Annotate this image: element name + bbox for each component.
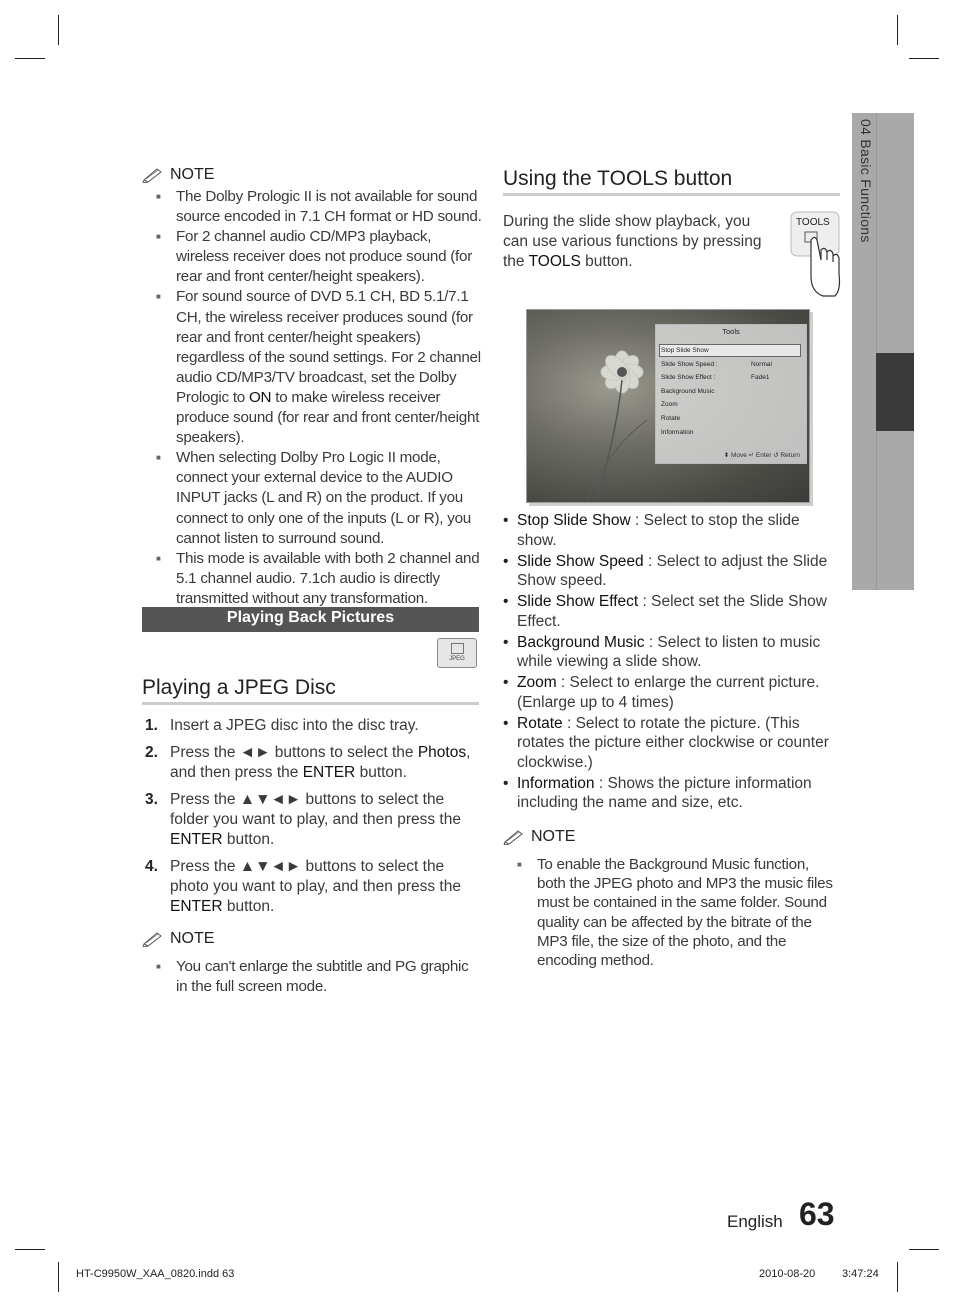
jpeg-icon [437, 638, 477, 668]
note-title: NOTE [531, 828, 576, 845]
chapter-side-tab [852, 113, 914, 590]
note-heading [503, 828, 838, 846]
pencil-icon [142, 167, 164, 183]
list-item: • Stop Slide Show : Select to stop the slide show. [503, 511, 838, 550]
tools-intro: During the slide show playback, you can use various functions by pressing the TOOLS button. [503, 213, 762, 270]
list-item: • Rotate : Select to rotate the picture. (This rotates the picture either clockwise or counter clockwise.) [503, 714, 838, 773]
tools-menu-title: Tools [722, 327, 740, 336]
note-heading [142, 166, 482, 184]
page-language: English [727, 1212, 783, 1231]
heading-jpeg: Playing a JPEG Disc [142, 676, 336, 699]
page-number: 63 [799, 1196, 835, 1232]
step-item: 3. Press the ▲▼◄► buttons to select the folder you want to play, and then press the ENTER button. [145, 791, 461, 848]
note-block-1 [142, 166, 482, 609]
footer-date: 2010-08-20 [759, 1268, 816, 1280]
list-item: ■ To enable the Background Music function, both the JPEG photo and MP3 the music files must be contained in the same folder. Sound quality can be affected by the bitrate of the MP3 file, the size of the photo, and the encoding method. [503, 855, 838, 970]
jpeg-icon-label: JPEG [449, 656, 465, 662]
menu-item: Rotate [661, 415, 681, 422]
menu-item: Slide Show Effect : Fade1 [661, 374, 770, 382]
list-item: • Zoom : Select to enlarge the current picture. (Enlarge up to 4 times) [503, 673, 838, 712]
slideshow-screenshot [526, 309, 810, 503]
crop-mark [909, 1249, 939, 1250]
crop-mark [58, 15, 59, 45]
note-list [142, 187, 482, 609]
menu-item: Stop Slide Show [661, 347, 709, 354]
list-item: • Slide Show Speed : Select to adjust the Slide Show speed. [503, 552, 838, 591]
divider [142, 702, 479, 705]
step-item: 1. Insert a JPEG disc into the disc tray. [145, 717, 419, 734]
crop-mark [15, 58, 45, 59]
note-list [142, 957, 482, 997]
menu-item: Zoom [661, 401, 678, 409]
list-item: ■ You can't enlarge the subtitle and PG graphic in the full screen mode. [142, 957, 482, 997]
menu-footer: ⬍ Move ↵ Enter ↺ Return [723, 452, 800, 459]
step-item: 2. Press the ◄► buttons to select the Photos, and then press the ENTER button. [145, 744, 471, 781]
crop-mark [897, 15, 898, 45]
crop-mark [909, 58, 939, 59]
tools-label: TOOLS [796, 217, 830, 228]
note-block-3 [503, 828, 838, 970]
chapter-label: 04 Basic Functions [858, 119, 874, 243]
pencil-icon [142, 931, 164, 947]
list-item: ■ When selecting Dolby Pro Logic II mode, connect your external device to the AUDIO INPUT jacks (L and R) on the product. If you connect to only one of the inputs (L or R), you cannot listen to surround sound. [142, 448, 482, 548]
list-item: • Background Music : Select to listen to music while viewing a slide show. [503, 633, 838, 672]
crop-mark [58, 1262, 59, 1292]
divider [503, 193, 840, 196]
section-bar: Playing Back Pictures [142, 607, 479, 632]
note-list [503, 855, 838, 970]
note-title: NOTE [170, 166, 215, 183]
list-item: ■ The Dolby Prologic II is not available for sound source encoded in 7.1 CH format or HD sound. [142, 187, 482, 227]
list-item: ■ For sound source of DVD 5.1 CH, BD 5.1/7.1 CH, the wireless receiver produces sound (for rear and front center/height speakers) regardless of the sound settings. For 2 channel audio CD/MP3/TV broadcast, set the Dolby Prologic to ON to make wireless receiver produce sound (for rear and front center/height speakers). [142, 287, 482, 448]
note-title: NOTE [170, 930, 215, 947]
list-item: • Information : Shows the picture information including the name and size, etc. [503, 774, 838, 813]
steps-list [142, 716, 482, 924]
chapter-marker [876, 353, 914, 431]
crop-mark [15, 1249, 45, 1250]
tools-options-list [503, 511, 838, 814]
list-item: • Slide Show Effect : Select set the Slide Show Effect. [503, 592, 838, 631]
note-heading [142, 930, 482, 948]
step-item: 4. Press the ▲▼◄► buttons to select the photo you want to play, and then press the ENTER button. [145, 858, 461, 915]
footer-file: HT-C9950W_XAA_0820.indd 63 [76, 1268, 235, 1280]
pencil-icon [503, 829, 525, 845]
footer-time: 3:47:24 [842, 1268, 879, 1280]
tools-menu [655, 324, 807, 464]
crop-mark [897, 1262, 898, 1292]
list-item: ■ For 2 channel audio CD/MP3 playback, wireless receiver does not produce sound (for rear and front center/height speakers). [142, 227, 482, 287]
tools-hand-icon [789, 210, 845, 300]
heading-tools: Using the TOOLS button [503, 167, 733, 190]
menu-item: Information [661, 428, 694, 436]
menu-item: Slide Show Speed : Normal [661, 360, 772, 368]
menu-item: Background Music [661, 387, 715, 395]
note-block-2 [142, 930, 482, 997]
list-item: ■ This mode is available with both 2 channel and 5.1 channel audio. 7.1ch audio is directly transmitted without any transformation. [142, 549, 482, 609]
